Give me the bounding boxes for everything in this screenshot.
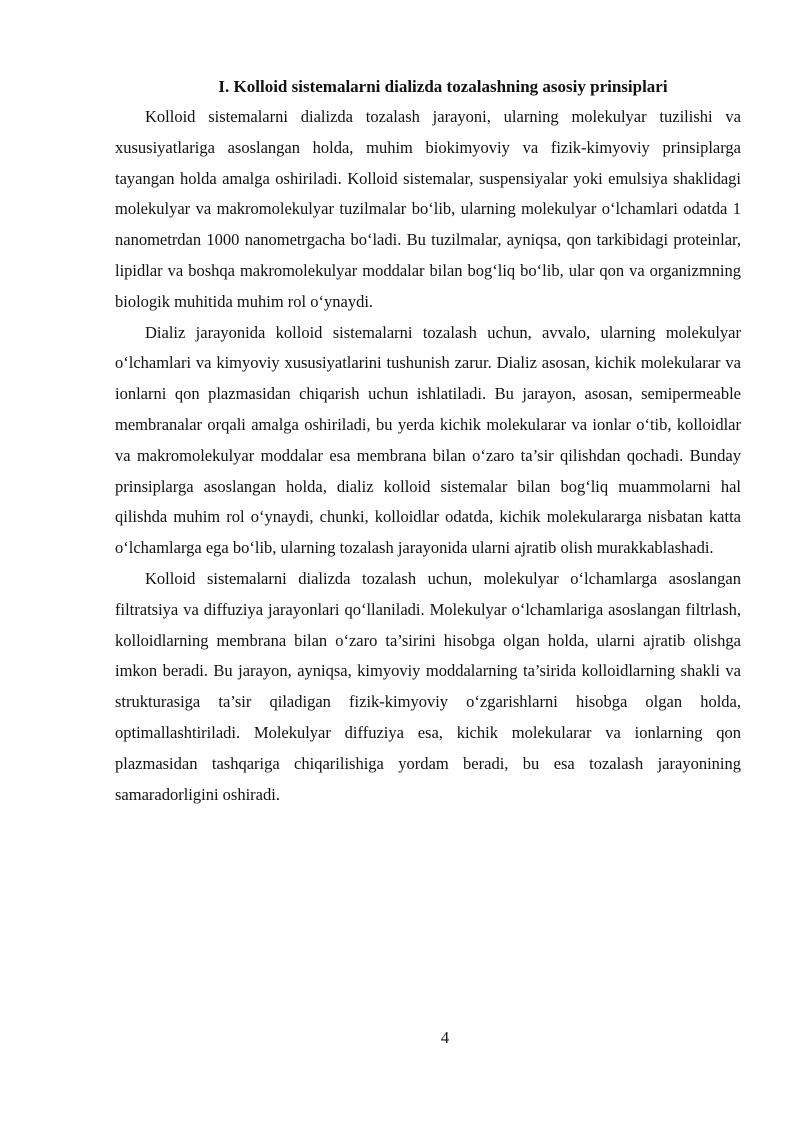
page-number: 4 xyxy=(440,1028,450,1047)
paragraph: Dializ jarayonida kolloid sistemalarni tozalash uchun, avvalo, ularning molekulyar o‘lchamlari va kimyoviy xususiyatlarini tushunish zarur. Dializ asosan, kichik molekularar va ionlarni qon plazmasidan chiqarish uchun ishlatiladi. Bu jarayon, asosan, semipermeable membranalar orqali amalga oshiriladi, bu yerda kichik molekularar va ionlar o‘tib, kolloidlar va makromolekulyar moddalar esa membrana bilan o‘zaro ta’sir qilishdan qochadi. Bunday prinsiplarga asoslangan holda, dializ kolloid sistemalar bilan bog‘liq muammolarni hal qilishda muhim rol o‘ynaydi, chunki, kolloidlar odatda, kichik molekulararga nisbatan katta o‘lchamlarga ega bo‘lib, ularning tozalash jarayonida ularni ajratib olish murakkablashadi. xyxy=(115,322,741,558)
section-heading: I. Kolloid sistemalarni dializda tozalashning asosiy prinsiplari xyxy=(218,77,668,96)
paragraph: Kolloid sistemalarni dializda tozalash jarayoni, ularning molekulyar tuzilishi va xususiyatlariga asoslangan holda, muhim biokimyoviy va fizik-kimyoviy prinsiplarga tayangan holda amalga oshiriladi. Kolloid sistemalar, suspensiyalar yoki emulsiya shaklidagi molekulyar va makromolekulyar tuzilmalar bo‘lib, ularning molekulyar o‘lchamlari odatda 1 nanometrdan 1000 nanometrgacha bo‘ladi. Bu tuzilmalar, ayniqsa, qon tarkibidagi proteinlar, lipidlar va boshqa makromolekulyar moddalar bilan bog‘liq bo‘lib, ular qon va organizmning biologik muhitida muhim rol o‘ynaydi. xyxy=(115,107,741,311)
paragraph: Kolloid sistemalarni dializda tozalash uchun, molekulyar o‘lchamlarga asoslangan filtratsiya va diffuziya jarayonlari qo‘llaniladi. Molekulyar o‘lchamlariga asoslangan filtrlash, kolloidlarning membrana bilan o‘zaro ta’sirini hisobga olgan holda, ularni ajratib olishga imkon beradi. Bu jarayon, ayniqsa, kimyoviy moddalarning ta’sirida kolloidlarning shakli va strukturasiga ta’sir qiladigan fizik-kimyoviy o‘zgarishlarni hisobga olgan holda, optimallashtiriladi. Molekulyar diffuziya esa, kichik molekularar va ionlarning qon plazmasidan tashqariga chiqarilishiga yordam beradi, bu esa tozalash jarayonining samaradorligini oshiradi. xyxy=(115,568,741,804)
document-page xyxy=(115,72,741,810)
